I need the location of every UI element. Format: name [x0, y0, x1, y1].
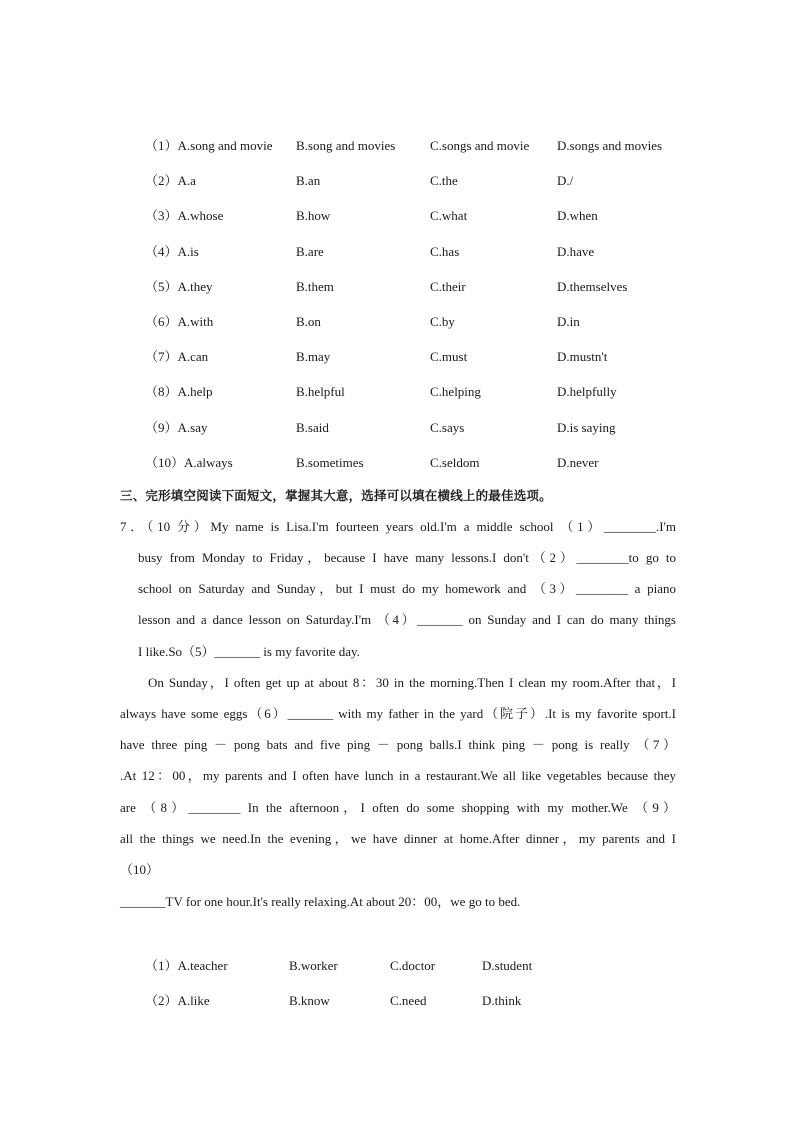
option-c: C.seldom	[430, 454, 480, 470]
passage-line: .At 12：00，my parents and I often have lunch in a restaurant.We all like vegetables because they	[120, 768, 676, 783]
option-a: （6）A.with	[145, 313, 214, 329]
option-a: （10）A.always	[145, 454, 233, 470]
option-c: C.what	[430, 208, 468, 224]
option-b: B.worker	[289, 958, 338, 973]
options-table-2	[0, 957, 794, 1027]
option-row-7	[0, 348, 794, 383]
option-d: D.think	[482, 993, 522, 1008]
option-b: B.sometimes	[296, 454, 364, 470]
passage-line: _______TV for one hour.It's really relaxing.At about 20：00，we go to bed.	[120, 894, 521, 909]
option-a: （2）A.a	[145, 173, 196, 189]
option-d: D.never	[557, 454, 599, 470]
option-row-1	[0, 137, 794, 172]
option-a: （7）A.can	[145, 349, 209, 365]
option-b: B.may	[296, 349, 331, 365]
option-c: C.their	[430, 278, 466, 294]
option-row-3	[0, 207, 794, 242]
option-row-2	[0, 172, 794, 207]
option-c: C.has	[430, 243, 460, 259]
option-d: D.helpfully	[557, 384, 617, 400]
passage-line: are （8）________ In the afternoon，I often do some shopping with my mother.We （9）	[120, 800, 676, 815]
option-b: B.them	[296, 278, 334, 294]
option-c: C.helping	[430, 384, 481, 400]
option-a: （4）A.is	[145, 243, 199, 259]
passage-line: school on Saturday and Sunday，but I must do my homework and （3）________ a piano	[138, 581, 676, 596]
option-a: （3）A.whose	[145, 208, 224, 224]
option-d: D.songs and movies	[557, 138, 663, 153]
option-a: （1）A.teacher	[145, 958, 228, 973]
option-c: C.songs and movie	[430, 138, 530, 153]
passage-line: busy from Monday to Friday，because I have many lessons.I don't（2）________to go to	[138, 550, 676, 565]
option-b: B.know	[289, 993, 330, 1008]
option-c: C.must	[430, 349, 468, 365]
passage-line: always have some eggs（6）_______ with my father in the yard（院子）.It is my favorite sport.I	[120, 706, 676, 721]
option-row-1	[0, 957, 794, 992]
section-heading: 三、完形填空阅读下面短文，掌握其大意，选择可以填在横线上的最佳选项。	[120, 488, 552, 503]
option-d: D.themselves	[557, 278, 628, 294]
passage-line: lesson and a dance lesson on Saturday.I'm （4）_______ on Sunday and I can do many things	[138, 612, 676, 627]
options-table-1	[0, 137, 794, 489]
option-row-4	[0, 243, 794, 278]
option-b: B.helpful	[296, 384, 345, 400]
option-row-2	[0, 992, 794, 1027]
option-d: D.when	[557, 208, 598, 224]
option-row-8	[0, 383, 794, 418]
passage-line: I like.So（5）_______ is my favorite day.	[138, 644, 360, 659]
option-row-5	[0, 278, 794, 313]
option-b: B.song and movies	[296, 138, 396, 153]
passage-line: On Sunday，I often get up at about 8：30 in the morning.Then I clean my room.After that，I	[148, 675, 676, 690]
option-b: B.how	[296, 208, 331, 224]
option-c: C.the	[430, 173, 458, 189]
option-row-10	[0, 454, 794, 489]
passage-line: （10）	[120, 862, 160, 877]
passage-line: have three ping － pong bats and five ping － pong balls.I think ping － pong is really （7）	[120, 737, 676, 752]
option-b: B.an	[296, 173, 321, 189]
option-d: D./	[557, 173, 574, 189]
passage-line: 7．（10 分）My name is Lisa.I'm fourteen years old.I'm a middle school （1）________.I'm	[120, 519, 676, 534]
option-d: D.have	[557, 243, 595, 259]
option-c: C.doctor	[390, 958, 436, 973]
option-d: D.in	[557, 313, 580, 329]
option-a: （9）A.say	[145, 419, 208, 435]
option-d: D.student	[482, 958, 533, 973]
option-b: B.on	[296, 313, 321, 329]
option-d: D.is saying	[557, 419, 616, 435]
option-row-9	[0, 419, 794, 454]
option-a: （2）A.like	[145, 993, 210, 1008]
option-c: C.need	[390, 993, 427, 1008]
option-c: C.says	[430, 419, 465, 435]
option-a: （1）A.song and movie	[145, 138, 273, 153]
option-b: B.said	[296, 419, 329, 435]
option-a: （5）A.they	[145, 278, 213, 294]
option-a: （8）A.help	[145, 384, 213, 400]
passage-line: all the things we need.In the evening，we have dinner at home.After dinner，my parents and I	[120, 831, 676, 846]
option-d: D.mustn't	[557, 349, 608, 365]
option-c: C.by	[430, 313, 455, 329]
option-b: B.are	[296, 243, 324, 259]
option-row-6	[0, 313, 794, 348]
